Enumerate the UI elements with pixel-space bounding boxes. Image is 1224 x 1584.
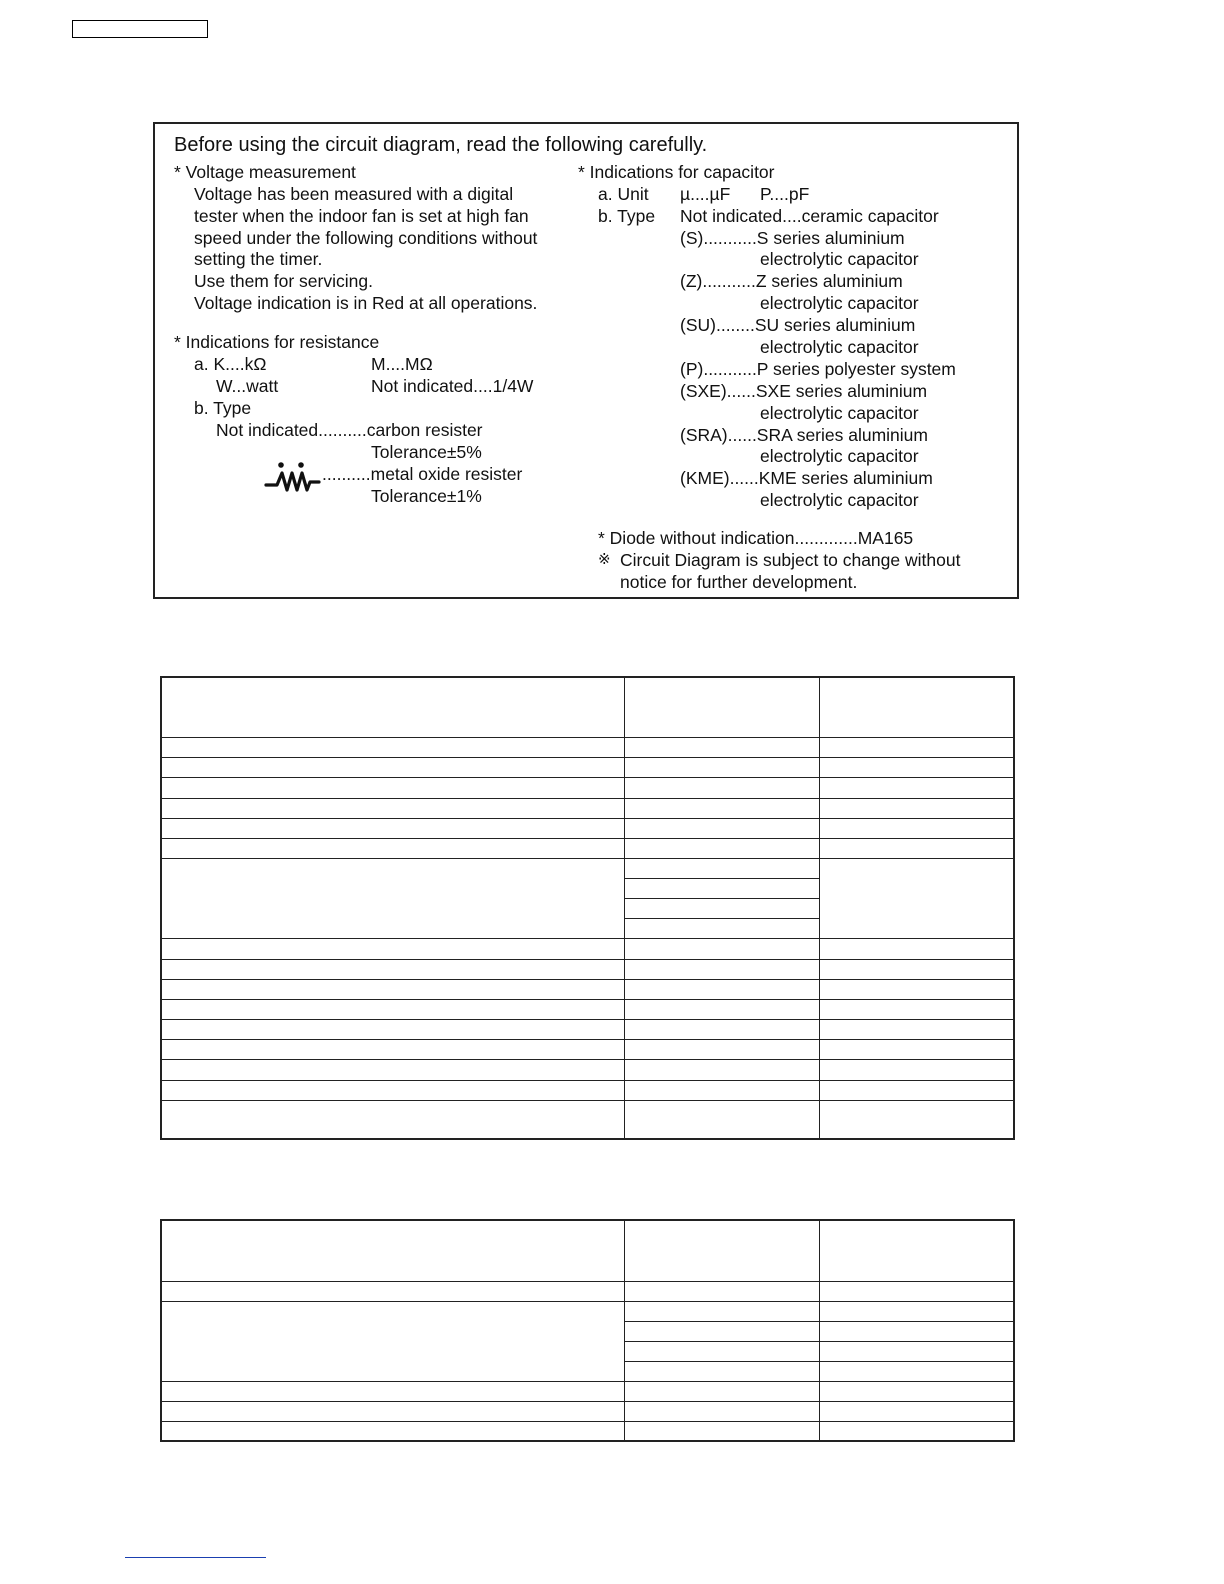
voltage-line: speed under the following conditions without	[194, 228, 538, 248]
table-row-divider	[162, 1100, 1013, 1101]
table-subrow-divider	[624, 1361, 1013, 1362]
table-column-divider	[819, 678, 820, 1138]
capacitor-unit-label: a. Unit	[598, 184, 649, 204]
resistance-tolerance-1: Tolerance±1%	[371, 486, 482, 506]
capacitor-heading: * Indications for capacitor	[578, 162, 775, 182]
notice-title: Before using the circuit diagram, read the following carefully.	[174, 134, 708, 156]
capacitor-type-line: electrolytic capacitor	[760, 249, 919, 269]
capacitor-type-line: (SU)........SU series aluminium	[680, 315, 916, 335]
table-subrow-divider	[624, 878, 819, 879]
diode-note: * Diode without indication.............MA165	[598, 528, 914, 548]
table-column-divider	[819, 1221, 820, 1440]
table-column-divider	[624, 1221, 625, 1440]
capacitor-type-line: electrolytic capacitor	[760, 293, 919, 313]
circuit-diagram-notice	[153, 122, 1019, 599]
capacitor-type-line: (SXE)......SXE series aluminium	[680, 381, 928, 401]
capacitor-type-line: (S)...........S series aluminium	[680, 228, 905, 248]
table-row-divider	[162, 757, 1013, 758]
resistance-tolerance-5: Tolerance±5%	[371, 442, 482, 462]
table-row-divider	[162, 979, 1013, 980]
table-subrow-divider	[624, 898, 819, 899]
table-column-divider	[624, 678, 625, 1138]
table-row-divider	[162, 1401, 1013, 1402]
resistance-heading: * Indications for resistance	[174, 332, 380, 352]
table-row-divider	[162, 838, 1013, 839]
footer-link-underline	[125, 1557, 266, 1558]
table-row-divider	[162, 1080, 1013, 1081]
metal-oxide-resistor-icon	[264, 460, 324, 494]
table-row-divider	[162, 1059, 1013, 1060]
voltage-line: Voltage has been measured with a digital	[194, 184, 514, 204]
header-label-box	[72, 20, 208, 38]
table-row-divider	[162, 798, 1013, 799]
resistance-carbon: Not indicated..........carbon resister	[216, 420, 483, 440]
table-subrow-divider	[624, 918, 819, 919]
voltage-line: setting the timer.	[194, 249, 323, 269]
table-row-divider	[162, 1019, 1013, 1020]
change-note-line-1: Circuit Diagram is subject to change without	[620, 550, 961, 570]
capacitor-type-line: electrolytic capacitor	[760, 446, 919, 466]
voltage-line: Use them for servicing.	[194, 271, 373, 291]
table-row-divider	[162, 1421, 1013, 1422]
table-row-divider	[162, 999, 1013, 1000]
capacitor-unit-pf: P....pF	[760, 184, 810, 204]
capacitor-type-line: Not indicated....ceramic capacitor	[680, 206, 939, 226]
table-subrow-divider	[624, 1321, 1013, 1322]
table-row-divider	[162, 777, 1013, 778]
capacitor-type-line: electrolytic capacitor	[760, 490, 919, 510]
capacitor-type-label: b. Type	[598, 206, 656, 226]
resistance-metal-oxide: ..........metal oxide resister	[322, 464, 523, 484]
voltage-table-2	[160, 1219, 1015, 1442]
voltage-table-1	[160, 676, 1015, 1140]
table-row-divider	[162, 1381, 1013, 1382]
resistance-unit-w: W...watt	[216, 376, 279, 396]
capacitor-type-line: electrolytic capacitor	[760, 337, 919, 357]
capacitor-unit-uf: µ....µF	[680, 184, 731, 204]
table-row-divider	[162, 818, 1013, 819]
change-note-mark: ※	[598, 551, 611, 568]
capacitor-type-line: (P)...........P series polyester system	[680, 359, 956, 379]
table-subrow-divider	[624, 1341, 1013, 1342]
voltage-line: Voltage indication is in Red at all operations.	[194, 293, 538, 313]
change-note-line-2: notice for further development.	[620, 572, 858, 592]
table-row-divider	[162, 858, 1013, 859]
resistance-not-indicated-wattage: Not indicated....1/4W	[371, 376, 534, 396]
table-row-divider	[162, 1281, 1013, 1282]
resistance-unit-m: M....MΩ	[371, 354, 433, 374]
table-row-divider	[162, 1301, 1013, 1302]
resistance-unit-k: a. K....kΩ	[194, 354, 267, 374]
voltage-line: tester when the indoor fan is set at high fan	[194, 206, 529, 226]
table-row-divider	[162, 1039, 1013, 1040]
capacitor-type-line: (Z)...........Z series aluminium	[680, 271, 903, 291]
capacitor-type-line: (KME)......KME series aluminium	[680, 468, 933, 488]
table-row-divider	[162, 959, 1013, 960]
table-row-divider	[162, 938, 1013, 939]
voltage-heading: * Voltage measurement	[174, 162, 356, 182]
capacitor-type-line: electrolytic capacitor	[760, 403, 919, 423]
table-row-divider	[162, 737, 1013, 738]
capacitor-type-line: (SRA)......SRA series aluminium	[680, 425, 928, 445]
resistance-type-label: b. Type	[194, 398, 252, 418]
